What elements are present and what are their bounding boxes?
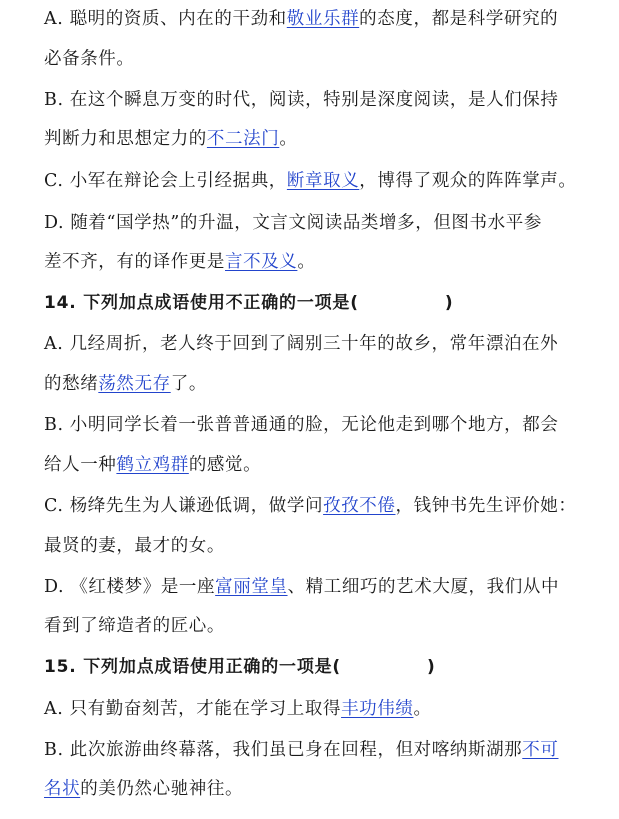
idiom-underlined: 名状 [44,779,81,799]
question-15-stem [44,656,436,678]
text: A. 只有勤奋刻苦，才能在学习上取得 [44,699,342,719]
question-14-stem [44,292,453,314]
q14-option-d [44,576,559,598]
q14-option-c [44,495,577,517]
q13-option-c [44,170,577,192]
question-text: 14. 下列加点成语使用不正确的一项是( [44,293,359,313]
text: 了。 [170,374,207,394]
text: D. 随着“国学热”的升温，文言文阅读品类增多，但图书水平参 [44,213,542,233]
text: 必备条件。 [44,49,135,69]
text: C. 杨绛先生为人谦逊低调，做学问 [44,496,324,516]
q14-option-a-cont [44,373,207,395]
q15-option-b [44,739,559,761]
idiom-underlined: 言不及义 [225,252,298,272]
text: 给人一种 [44,455,117,475]
idiom-underlined: 富丽堂皇 [215,577,288,597]
idiom-underlined: 丰功伟绩 [341,699,414,719]
text: 差不齐，有的译作更是 [44,252,225,272]
text: 。 [279,129,298,149]
idiom-underlined: 敬业乐群 [286,9,360,29]
text: B. 此次旅游曲终幕落，我们虽已身在回程，但对喀纳斯湖那 [44,740,523,760]
text: 最贤的妻，最才的女。 [44,536,225,556]
text: B. 小明同学长着一张普普通通的脸，无论他走到哪个地方，都会 [44,415,559,435]
q14-option-d-cont [44,615,225,637]
idiom-underlined: 荡然无存 [98,374,171,394]
q15-option-a [44,698,432,720]
q13-option-d [44,212,542,234]
text: 的态度，都是科学研究的 [359,9,559,29]
q14-option-a [44,333,558,355]
text: ，钱钟书先生评价她： [395,496,577,516]
idiom-underlined: 断章取义 [286,171,360,191]
question-text: 15. 下列加点成语使用正确的一项是( [44,657,342,677]
question-text: ) [444,293,454,313]
q13-option-b [44,89,558,111]
text: 看到了缔造者的匠心。 [44,616,225,636]
text: 的感觉。 [188,455,262,475]
idiom-underlined: 孜孜不倦 [323,496,396,516]
idiom-underlined: 鹤立鸡群 [116,455,189,475]
q13-option-a [44,8,558,30]
text: C. 小军在辩论会上引经据典， [44,171,287,191]
text: ，博得了观众的阵阵掌声。 [359,171,577,191]
idiom-underlined: 不二法门 [206,129,280,149]
q14-option-b [44,414,558,436]
text: 的愁绪 [44,374,99,394]
text: A. 聪明的资质、内在的干劲和 [44,9,287,29]
text: 、精工细巧的艺术大厦，我们从中 [287,577,560,597]
q13-option-b-cont [44,128,297,150]
text: D. 《红楼梦》是一座 [44,577,216,597]
question-text: ) [427,657,436,677]
text: B. 在这个瞬息万变的时代，阅读，特别是深度阅读，是人们保持 [44,90,559,110]
text: 判断力和思想定力的 [44,129,207,149]
text: 。 [413,699,432,719]
q14-option-b-cont [44,454,261,476]
q14-option-c-cont [44,535,225,557]
q15-option-b-cont [44,778,243,800]
text: A. 几经周折，老人终于回到了阔别三十年的故乡，常年漂泊在外 [44,334,559,354]
q13-option-d-cont [44,251,316,273]
text: 。 [297,252,316,272]
idiom-underlined: 不可 [522,740,559,760]
q13-option-a-cont [44,48,135,70]
text: 的美仍然心驰神往。 [80,779,244,799]
